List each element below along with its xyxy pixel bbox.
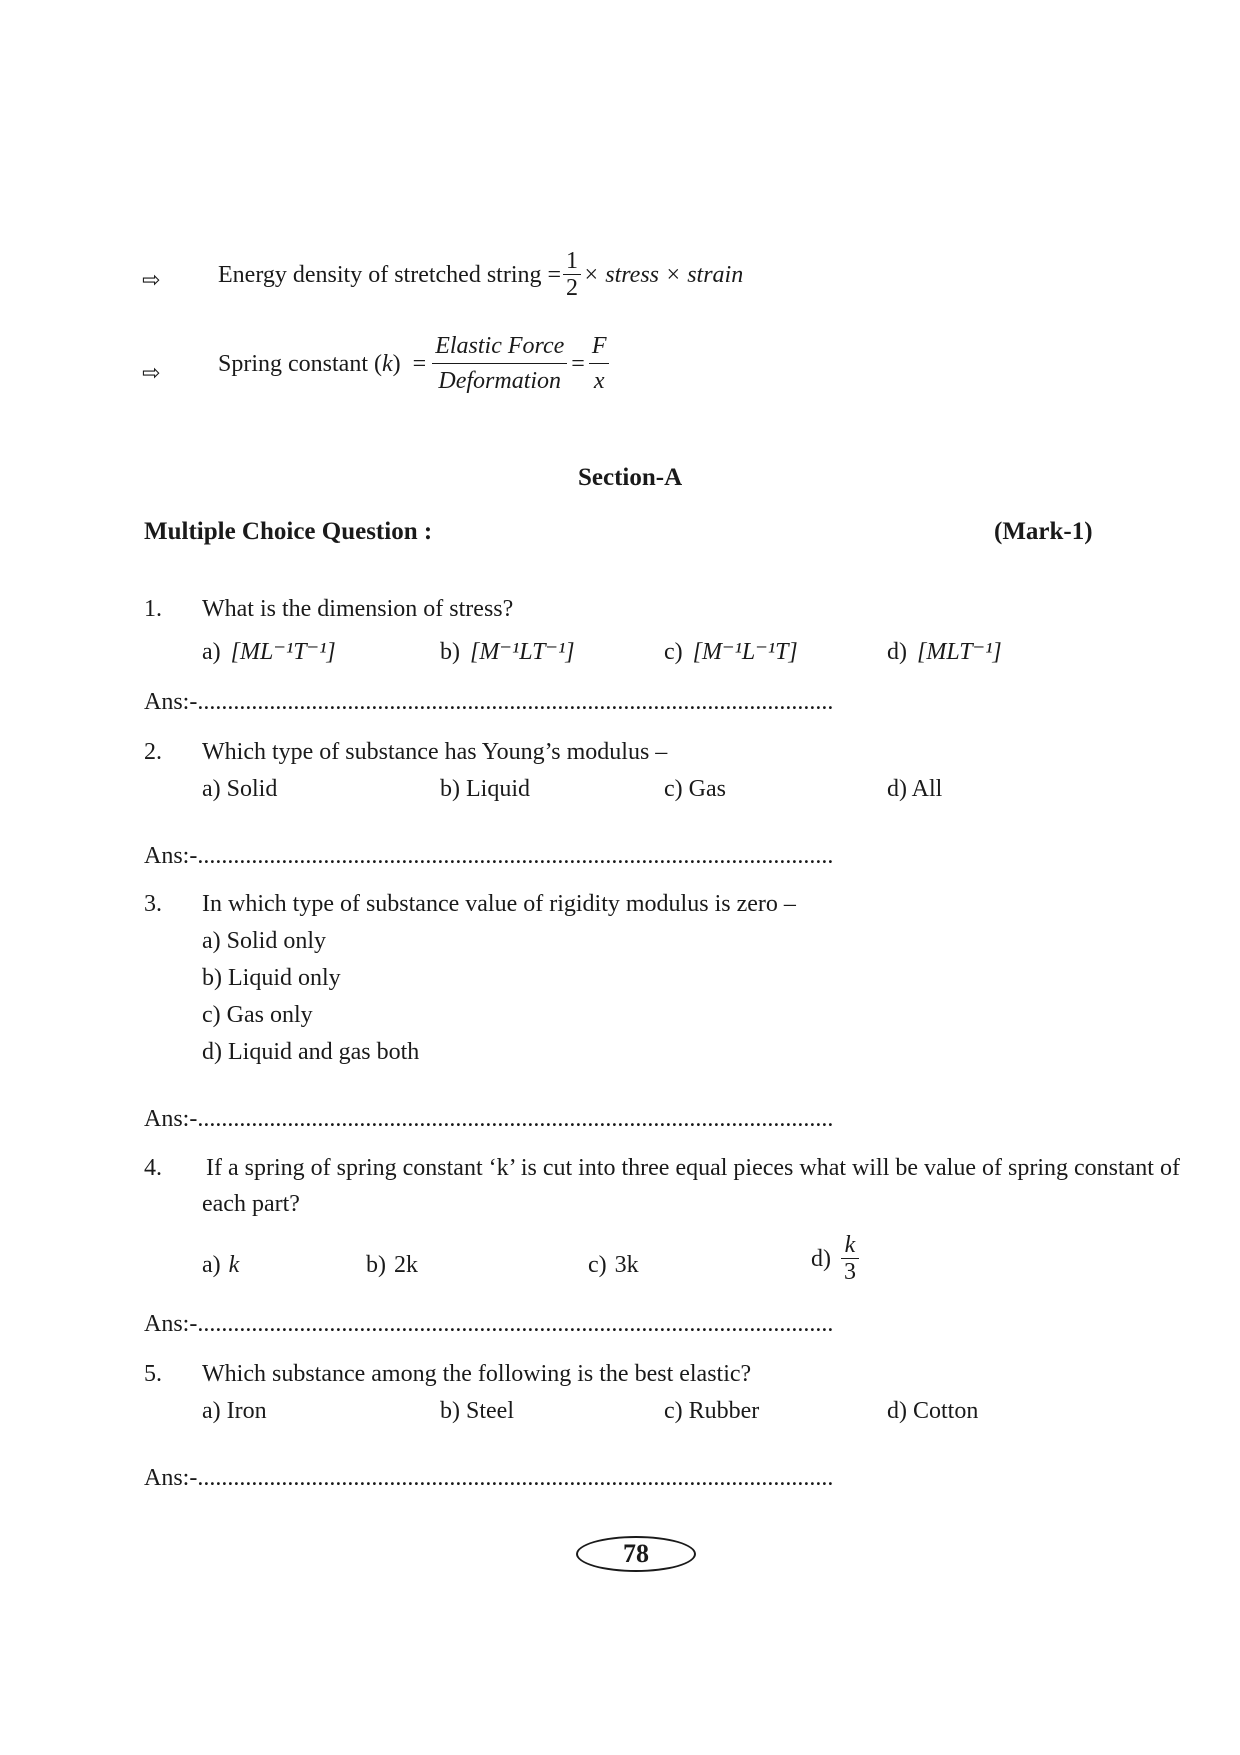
fraction-numerator: k	[841, 1232, 859, 1259]
formula-symbol-k: k	[381, 350, 393, 377]
question-number: 3.	[144, 891, 162, 917]
option-c: c) Gas only	[202, 1002, 313, 1028]
option-a: a) Iron	[202, 1398, 267, 1424]
formula-label: Spring constant (	[218, 350, 382, 377]
option-d: d) Cotton	[887, 1398, 979, 1424]
option-value: [ML⁻¹T⁻¹]	[230, 639, 336, 665]
option-prefix: a)	[202, 639, 221, 665]
equals-sign: =	[412, 350, 427, 377]
fraction-k-over-3	[841, 1232, 859, 1287]
option-value: 2k	[394, 1252, 418, 1278]
equals-sign: =	[571, 350, 585, 377]
option-d: d) All	[887, 776, 943, 802]
option-prefix: d)	[887, 639, 907, 665]
bullet-arrow-icon: ⇨	[142, 268, 161, 293]
option-value: [M⁻¹L⁻¹T]	[692, 639, 798, 665]
question-text: Which type of substance has Young’s modulus –	[202, 739, 668, 765]
option-b: b) Steel	[440, 1398, 514, 1424]
option-prefix: b)	[366, 1252, 386, 1278]
option-d	[887, 637, 1002, 666]
fraction-numerator: F	[589, 333, 610, 364]
formula-close-paren: )	[392, 350, 401, 377]
question-number: 2.	[144, 739, 162, 765]
option-c: c) Rubber	[664, 1398, 760, 1424]
fraction-denominator: x	[593, 368, 605, 395]
option-b	[366, 1252, 418, 1279]
option-prefix: a)	[202, 1252, 221, 1278]
mcq-heading: Multiple Choice Question :	[144, 518, 433, 545]
option-prefix: c)	[664, 639, 683, 665]
fraction-numerator: 1	[563, 248, 581, 275]
option-a	[202, 1252, 239, 1279]
option-c	[664, 637, 798, 666]
option-d: d) Liquid and gas both	[202, 1039, 420, 1065]
question-text: In which type of substance value of rigidity modulus is zero –	[202, 891, 796, 917]
section-title: Section-A	[578, 464, 683, 491]
answer-line: Ans:-..........................................................................................................	[144, 843, 834, 869]
option-b: b) Liquid	[440, 776, 530, 802]
option-a: a) Solid only	[202, 928, 326, 954]
option-c	[588, 1252, 639, 1279]
answer-line: Ans:-..........................................................................................................	[144, 689, 834, 715]
equals-sign: =	[547, 261, 562, 288]
question-text: If a spring of spring constant ‘k’ is cut into three equal pieces what will be value of spring constant of	[206, 1155, 1180, 1181]
option-prefix: c)	[588, 1252, 607, 1278]
question-number: 4.	[144, 1155, 162, 1181]
question-number: 1.	[144, 596, 162, 622]
option-prefix: d)	[811, 1245, 831, 1272]
fraction-force-deformation	[432, 333, 567, 396]
fraction-denominator: 2	[566, 275, 579, 302]
bullet-arrow-icon: ⇨	[142, 361, 161, 386]
fraction-one-half	[563, 248, 581, 303]
answer-line: Ans:-..........................................................................................................	[144, 1106, 834, 1132]
spring-constant-formula	[218, 333, 609, 396]
question-number: 5.	[144, 1361, 162, 1387]
option-value: k	[228, 1252, 240, 1278]
option-value: [MLT⁻¹]	[917, 639, 1002, 665]
option-b: b) Liquid only	[202, 965, 341, 991]
question-text: What is the dimension of stress?	[202, 596, 514, 622]
option-b	[440, 637, 575, 666]
option-value: 3k	[614, 1252, 639, 1278]
option-d	[811, 1232, 859, 1287]
question-text-continued: each part?	[202, 1191, 300, 1217]
option-c: c) Gas	[664, 776, 726, 802]
answer-line: Ans:-..........................................................................................................	[144, 1465, 834, 1491]
fraction-numerator: Elastic Force	[432, 333, 567, 364]
energy-density-formula	[218, 248, 743, 303]
answer-line: Ans:-..........................................................................................................	[144, 1311, 834, 1337]
option-value: [M⁻¹LT⁻¹]	[470, 639, 575, 665]
option-a	[202, 637, 336, 666]
formula-rhs: × stress × strain	[583, 261, 744, 288]
formula-label: Energy density of stretched string	[218, 261, 542, 288]
page-number: 78	[576, 1536, 696, 1572]
fraction-denominator: Deformation	[438, 368, 562, 395]
fraction-denominator: 3	[844, 1259, 856, 1286]
marks-label: (Mark-1)	[994, 518, 1093, 545]
option-prefix: b)	[440, 639, 460, 665]
option-a: a) Solid	[202, 776, 278, 802]
fraction-f-x	[589, 333, 610, 396]
question-text: Which substance among the following is the best elastic?	[202, 1361, 752, 1387]
